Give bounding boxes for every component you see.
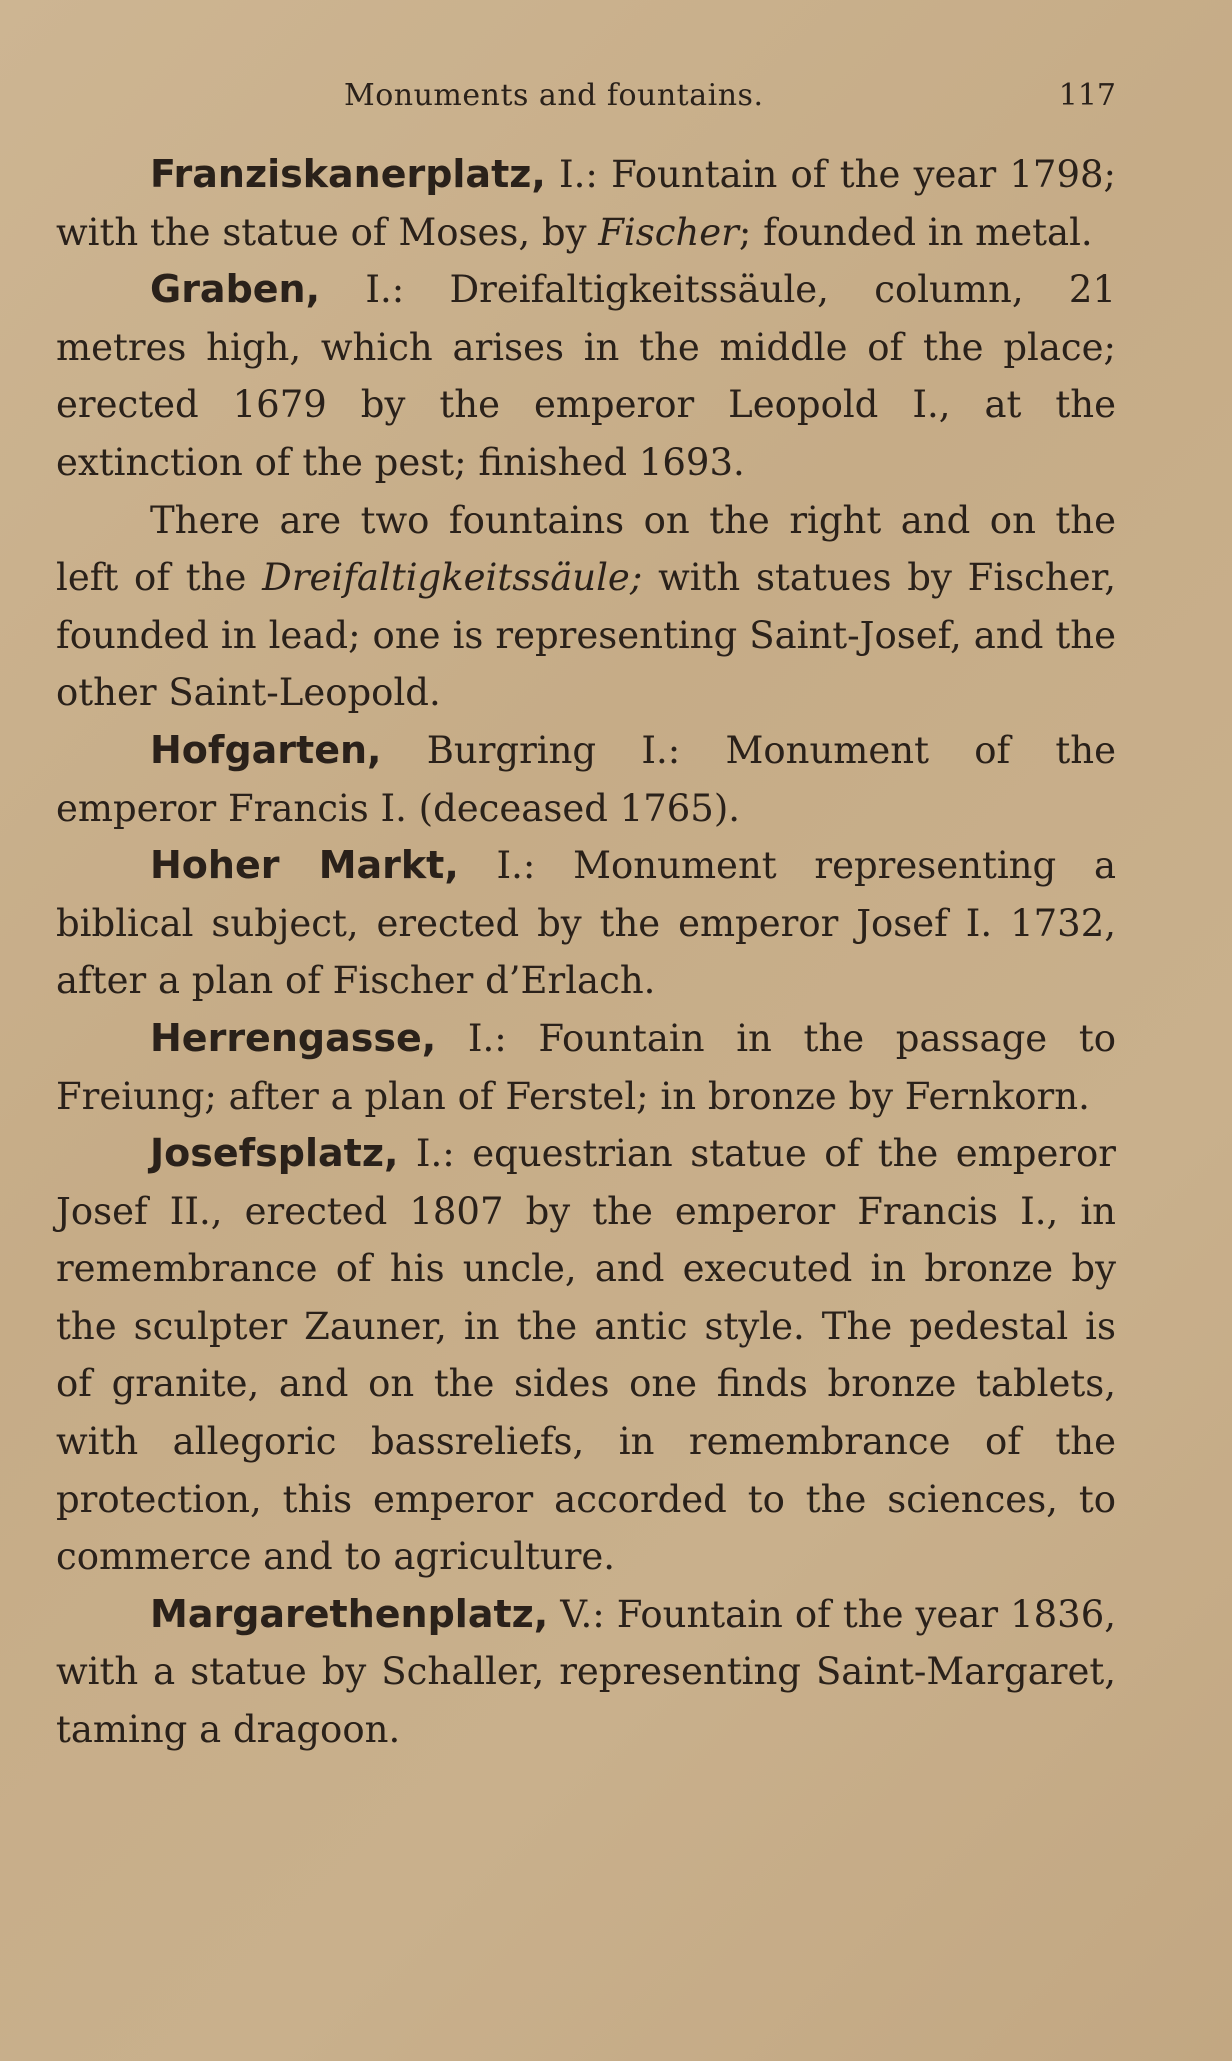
entry-heading: Margarethenplatz, xyxy=(150,1591,549,1636)
entry-franziskanerplatz xyxy=(56,146,1116,261)
entry-text: I.: Fountain of the year 1798; with the statue of Moses, by xyxy=(56,153,1116,254)
entry-text: Burgring I.: Monument of the emperor Francis I. (deceased 1765). xyxy=(56,728,1116,830)
entry-hofgarten xyxy=(56,722,1116,837)
running-head xyxy=(56,78,1116,122)
body-text xyxy=(56,146,1116,1759)
entry-text-italic: Fischer xyxy=(598,210,739,254)
entry-text: I.: equestrian statue of the emperor Josef II., erected 1807 by the emperor Francis I., in remembrance of his uncle, and executed in bronze by the sculpter Zauner, in the antic style. The pedestal is of granite, and on the sides one finds bronze tablets, with allegoric bassreliefs, in remembrance of the protection, this emperor accorded to the sciences, to commerce and to agriculture. xyxy=(56,1132,1116,1579)
entry-text-italic: Dreifaltigkeitssäule; xyxy=(262,556,643,600)
entry-text: I.: Monument representing a biblical subject, erected by the emperor Josef I. 1732, after a plan of Fischer d’Erlach. xyxy=(56,844,1116,1003)
entry-text: There are two fountains on the right and on the left of the xyxy=(56,498,1116,600)
entry-josefsplatz xyxy=(56,1125,1116,1586)
entry-heading: Herrengasse, xyxy=(150,1015,437,1060)
page-number: 117 xyxy=(1058,78,1116,113)
entry-heading: Franziskanerplatz, xyxy=(150,152,546,196)
entry-heading: Josefsplatz, xyxy=(150,1131,399,1176)
entry-text: I.: Fountain in the passage to Freiung; after a plan of Ferstel; in bronze by Fernkorn. xyxy=(56,1016,1116,1118)
entry-margarethenplatz xyxy=(56,1586,1116,1759)
entry-text: ; founded in metal. xyxy=(738,210,1093,254)
entry-text: I.: Dreifaltigkeitssäule, column, 21 metres high, which arises in the middle of the place; erected 1679 by the emperor Leopold I., at the extinction of the pest; finished 1693. xyxy=(56,268,1116,484)
entry-heading: Graben, xyxy=(150,267,321,312)
entry-graben xyxy=(56,261,1116,491)
entry-text: V.: Fountain of the year 1836, with a statue by Schaller, representing Saint-Margaret, taming a dragoon. xyxy=(56,1592,1116,1752)
entry-heading: Hofgarten, xyxy=(150,727,382,772)
entry-graben-fountains xyxy=(56,492,1116,722)
entry-herrengasse xyxy=(56,1010,1116,1125)
running-title: Monuments and fountains. xyxy=(344,78,764,113)
entry-heading: Hoher Markt, xyxy=(150,843,459,888)
entry-text: with statues by Fischer, founded in lead; one is representing Saint-Josef, and the other Saint-Leopold. xyxy=(56,556,1116,715)
entry-hoher-markt xyxy=(56,837,1116,1010)
